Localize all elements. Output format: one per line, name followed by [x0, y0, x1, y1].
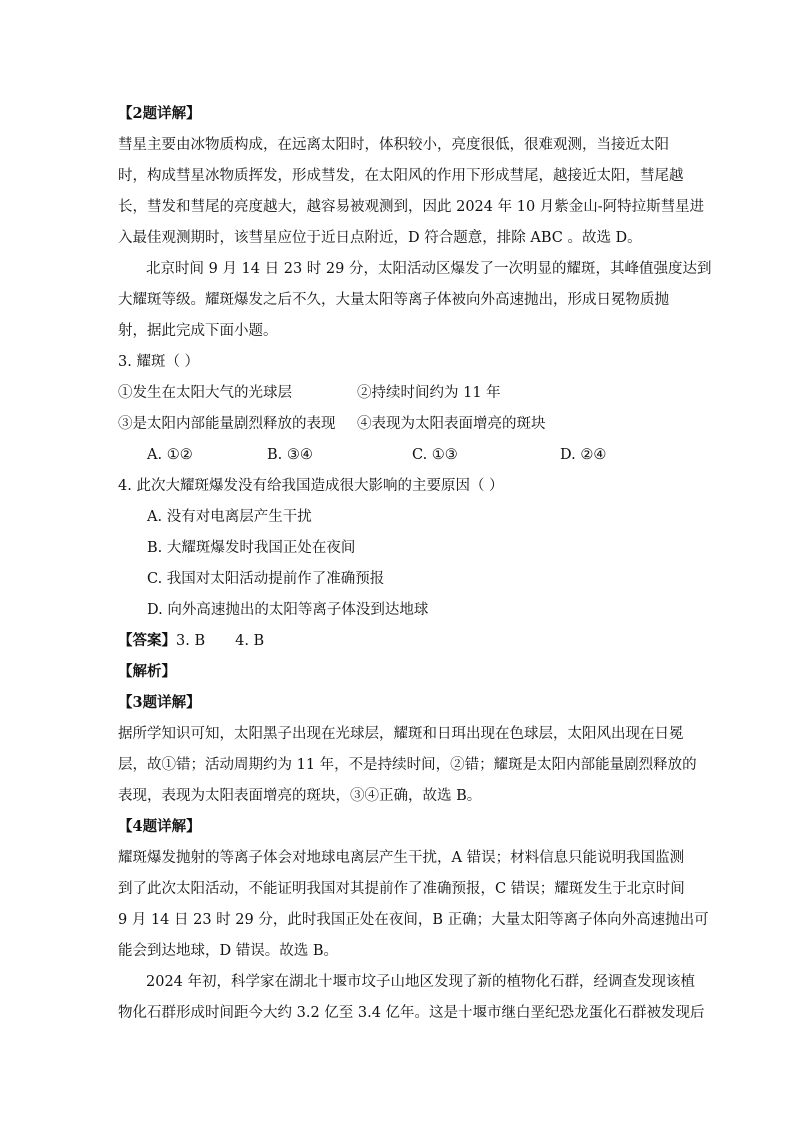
q4-option-b: B. 大耀斑爆发时我国正处在夜间 — [147, 540, 356, 556]
material-1-line: 大耀斑等级。耀斑爆发之后不久，大量太阳等离子体被向外高速抛出，形成日冕物质抛 — [118, 292, 669, 308]
q3-option-b: B. ③④ — [267, 447, 313, 463]
q4-option-a: A. 没有对电离层产生干扰 — [147, 509, 312, 525]
q3-option-c: C. ①③ — [412, 447, 458, 463]
q3-statement: ④表现为太阳表面增亮的斑块 — [357, 416, 546, 432]
q4-option-c: C. 我国对太阳活动提前作了准确预报 — [147, 571, 385, 587]
answer-value: 3. B — [176, 633, 206, 649]
q3-stem: 3. 耀斑（ ） — [118, 354, 200, 370]
q2-text-line: 入最佳观测期时，该彗星应位于近日点附近，D 符合题意，排除 ABC 。故选 D。 — [118, 230, 642, 246]
q2-text-line: 彗星主要由冰物质构成，在远离太阳时，体积较小，亮度很低，很难观测，当接近太阳 — [118, 137, 669, 153]
q4-text-line: 能会到达地球，D 错误。故选 B。 — [118, 943, 338, 959]
q3-text-line: 层，故①错；活动周期约为 11 年，不是持续时间，②错；耀斑是太阳内部能量剧烈释放的 — [118, 757, 697, 773]
material-2-line: 物化石群形成时间距今大约 3.2 亿至 3.4 亿年。这是十堰市继白垩纪恐龙蛋化石群被发现后 — [118, 1005, 705, 1021]
q3-statement: ③是太阳内部能量剧烈释放的表现 — [118, 416, 336, 432]
answer-value: 4. B — [235, 633, 265, 649]
q4-stem: 4. 此次大耀斑爆发没有给我国造成很大影响的主要原因（ ） — [118, 478, 504, 494]
answer-line — [118, 631, 264, 651]
q3-text-line: 表现，表现为太阳表面增亮的斑块，③④正确，故选 B。 — [118, 788, 482, 804]
q3-heading: 【3题详解】 — [118, 694, 201, 711]
q3-option-d: D. ②④ — [560, 447, 607, 463]
answer-label: 【答案】 — [118, 632, 176, 649]
q3-option-a: A. ①② — [147, 447, 193, 463]
q4-heading: 【4题详解】 — [118, 818, 201, 835]
q2-heading: 【2题详解】 — [118, 105, 201, 122]
q3-statement: ①发生在太阳大气的光球层 — [118, 385, 292, 401]
q2-text-line: 长，彗发和彗尾的亮度越大，越容易被观测到，因此 2024 年 10 月紫金山-阿特拉斯彗星进 — [118, 199, 705, 215]
analysis-label: 【解析】 — [118, 663, 176, 680]
material-1-line: 北京时间 9 月 14 日 23 时 29 分，太阳活动区爆发了一次明显的耀斑，其峰值强度达到 — [146, 261, 712, 277]
q4-option-d: D. 向外高速抛出的太阳等离子体没到达地球 — [147, 602, 429, 618]
q3-statement: ②持续时间约为 11 年 — [357, 385, 501, 401]
q4-text-line: 9 月 14 日 23 时 29 分，此时我国正处在夜间，B 正确；大量太阳等离子体向外高速抛出可 — [118, 912, 709, 928]
material-2-line: 2024 年初，科学家在湖北十堰市坟子山地区发现了新的植物化石群，经调查发现该植 — [146, 974, 696, 990]
q4-text-line: 耀斑爆发抛射的等离子体会对地球电离层产生干扰，A 错误；材料信息只能说明我国监测 — [118, 850, 685, 866]
material-1-line: 射，据此完成下面小题。 — [118, 323, 278, 339]
q2-text-line: 时，构成彗星冰物质挥发，形成彗发，在太阳风的作用下形成彗尾，越接近太阳，彗尾越 — [118, 168, 684, 184]
q4-text-line: 到了此次太阳活动，不能证明我国对其提前作了准确预报，C 错误；耀斑发生于北京时间 — [118, 881, 685, 897]
q3-text-line: 据所学知识可知，太阳黑子出现在光球层，耀斑和日珥出现在色球层，太阳风出现在日冕 — [118, 726, 684, 742]
